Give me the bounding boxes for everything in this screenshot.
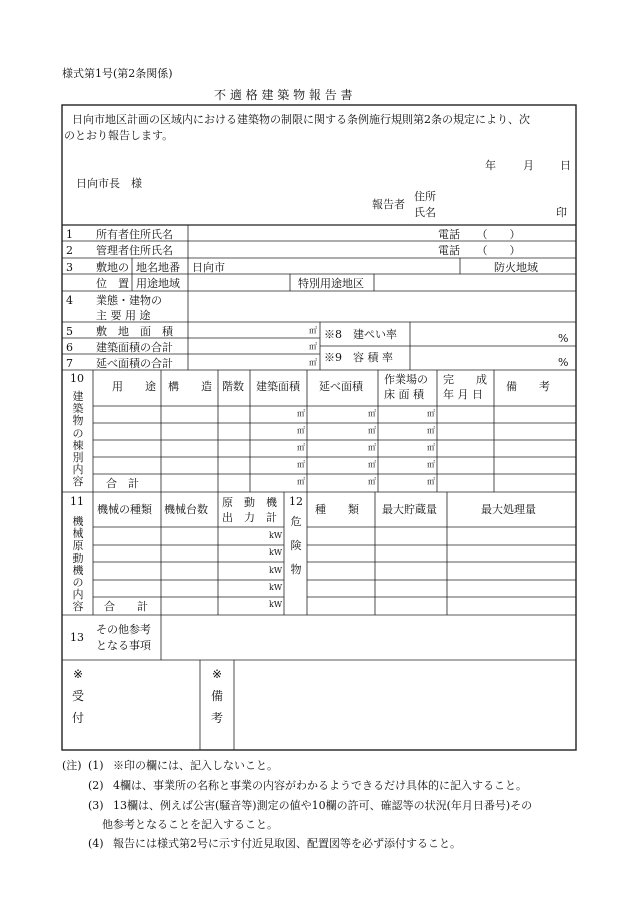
note-2-number: (2)	[88, 779, 104, 792]
row-1-number: 1	[66, 228, 73, 241]
col-total-area: 延べ面積	[319, 380, 363, 393]
row-4-label-a: 業態・建物の	[96, 294, 162, 307]
col-machine-type: 機械の種類	[97, 503, 152, 516]
row-5-unit: ㎡	[309, 326, 317, 335]
col-motor-a: 原 動 機	[222, 496, 277, 509]
row-9-unit: %	[558, 356, 569, 369]
col-max-storage: 最大貯蔵量	[382, 503, 437, 516]
date-day: 日	[560, 159, 571, 172]
row-7-unit: ㎡	[309, 358, 317, 367]
note-3-line-2: 他参考となることを記入すること。	[102, 818, 278, 831]
row-3-label-a: 敷地の	[96, 261, 129, 274]
sec11-vert-char: の	[72, 576, 84, 589]
note-4-number: (4)	[88, 837, 104, 850]
receipt-vert-char: 付	[71, 711, 84, 725]
sec10-vert-char: 容	[72, 475, 84, 489]
sec11-vert-char: 機	[72, 515, 84, 528]
sec10-units-mark: ㎡	[368, 426, 376, 435]
row-3-city: 日向市	[192, 261, 225, 274]
section-11-total: 合 計	[104, 600, 148, 613]
sec10-units-mark: ㎡	[368, 409, 376, 418]
sec12-vert-char: 険	[290, 539, 302, 552]
col-machine-count: 機械台数	[164, 503, 208, 516]
col-structure: 構 造	[168, 380, 212, 393]
section-13-label-b: となる事項	[96, 639, 151, 652]
row-5-label: 敷 地 面 積	[96, 325, 173, 338]
remarks-vert-char: ※	[211, 667, 223, 681]
section-13-label-a: その他参考	[96, 623, 151, 636]
row-4-label-b: 主 要 用 途	[96, 309, 151, 322]
sec11-units-mark: kW	[269, 583, 283, 592]
sec10-units-mark: ㎡	[297, 426, 305, 435]
row-6-label: 建築面積の合計	[96, 341, 173, 354]
row-8-label: ※8 建ぺい率	[324, 328, 397, 341]
row-3-special-zone-label: 特別用途地区	[298, 277, 364, 290]
col-work-area-a: 作業場の	[384, 373, 428, 386]
receipt-vert-char: 受	[71, 689, 84, 703]
sec10-units-mark: ㎡	[297, 477, 305, 486]
col-max-processing: 最大処理量	[481, 503, 536, 516]
note-1-number: (1)	[88, 759, 104, 772]
sec10-vert-char: 棟	[72, 438, 84, 452]
form-number: 様式第1号(第2条関係)	[62, 67, 173, 80]
sec10-units-mark: ㎡	[427, 426, 435, 435]
receipt-vert-char: ※	[72, 667, 84, 681]
sec11-vert-char: 原	[72, 539, 84, 553]
row-2-number: 2	[66, 244, 73, 257]
sec11-vert-char: 機	[72, 563, 84, 577]
sec12-vert-char: 物	[290, 563, 302, 576]
section-13-number: 13	[70, 631, 84, 644]
row-1-label: 所有者住所氏名	[96, 228, 173, 241]
sec11-vert-char: 動	[72, 551, 84, 565]
reporter-label: 報告者	[372, 198, 405, 211]
note-3-number: (3)	[88, 799, 104, 812]
row-9-label: ※9 容 積 率	[324, 351, 393, 364]
intro-line-1: 日向市地区計画の区域内における建築物の制限に関する条例施行規則第2条の規定により、次	[72, 113, 530, 126]
sec10-units-mark: ㎡	[427, 460, 435, 469]
sec10-vert-char: 建	[72, 390, 84, 403]
note-2: 4欄は、事業所の名称と事業の内容がわかるようできるだけ具体的に記入すること。	[113, 779, 527, 792]
date-year: 年	[485, 159, 496, 172]
row-4-number: 4	[66, 294, 73, 307]
col-hazard-type: 種 類	[315, 503, 359, 516]
sec11-units-mark: kW	[269, 600, 283, 609]
remarks-vert-char: 備	[210, 689, 223, 703]
row-1-phone: 電話 （ ）	[438, 228, 521, 241]
sec11-vert-char: 械	[72, 527, 84, 541]
seal-mark: 印	[556, 206, 567, 219]
row-6-number: 6	[66, 341, 73, 354]
sec10-units-mark: ㎡	[427, 477, 435, 486]
row-8-unit: %	[558, 332, 569, 345]
row-2-phone: 電話 （ ）	[438, 244, 521, 257]
note-3-line-1: 13欄は、例えば公害(騒音等)測定の値や10欄の許可、確認等の状況(年月日番号)その	[113, 799, 533, 812]
sec10-units-mark: ㎡	[297, 409, 305, 418]
col-motor-b: 出 力 計	[222, 511, 277, 524]
row-5-number: 5	[66, 325, 73, 338]
section-11-number: 11	[70, 495, 84, 508]
section-10-total: 合 計	[106, 477, 139, 490]
row-3-lot-label: 地名地番	[136, 261, 180, 274]
date-month: 月	[523, 159, 534, 172]
sec10-units-mark: ㎡	[368, 477, 376, 486]
sec10-vert-char: の	[72, 426, 84, 440]
reporter-name-label: 氏名	[414, 206, 436, 219]
sec12-vert-char: 危	[290, 515, 302, 528]
sec10-units-mark: ㎡	[297, 460, 305, 469]
col-completion-b: 年 月 日	[443, 388, 483, 401]
sec10-units-mark: ㎡	[427, 443, 435, 452]
row-2-label: 管理者住所氏名	[96, 244, 173, 257]
section-10-number: 10	[70, 372, 84, 385]
section-12-number: 12	[289, 495, 303, 508]
col-completion-a: 完 成	[443, 373, 487, 386]
sec10-units-mark: ㎡	[427, 409, 435, 418]
note-1: ※印の欄には、記入しないこと。	[113, 759, 278, 772]
row-3-fire-zone: 防火地域	[494, 261, 538, 274]
row-7-number: 7	[66, 357, 73, 370]
sec10-vert-char: 別	[72, 451, 84, 464]
row-3-number: 3	[66, 261, 73, 274]
note-4: 報告には様式第2号に示す付近見取図、配置図等を必ず添付すること。	[113, 837, 461, 850]
sec11-vert-char: 内	[72, 588, 84, 602]
sec10-units-mark: ㎡	[368, 443, 376, 452]
sec11-vert-char: 容	[72, 600, 84, 614]
sec11-units-mark: kW	[269, 566, 283, 575]
intro-line-2: のとおり報告します。	[64, 129, 174, 142]
col-use: 用 途	[112, 380, 156, 393]
addressee: 日向市長 様	[76, 177, 142, 190]
col-remarks: 備 考	[506, 380, 550, 393]
remarks-vert-char: 考	[210, 711, 223, 725]
form-title: 不 適 格 建 築 物 報 告 書	[214, 88, 353, 102]
notes-prefix: (注)	[62, 759, 82, 772]
sec11-units-mark: kW	[269, 531, 283, 540]
sec10-vert-char: 内	[72, 463, 84, 477]
col-floors: 階数	[222, 380, 244, 393]
row-3-label-b: 位 置	[96, 277, 129, 290]
sec10-units-mark: ㎡	[368, 460, 376, 469]
row-6-unit: ㎡	[309, 342, 317, 351]
row-7-label: 延べ面積の合計	[96, 357, 173, 370]
row-3-use-zone-label: 用途地域	[136, 277, 180, 290]
sec11-units-mark: kW	[269, 548, 283, 557]
col-work-area-b: 床 面 積	[384, 388, 424, 401]
reporter-address-label: 住所	[414, 190, 436, 203]
sec10-units-mark: ㎡	[297, 443, 305, 452]
sec10-vert-char: 築	[72, 402, 84, 416]
sec10-vert-char: 物	[72, 414, 84, 428]
col-building-area: 建築面積	[256, 380, 300, 393]
